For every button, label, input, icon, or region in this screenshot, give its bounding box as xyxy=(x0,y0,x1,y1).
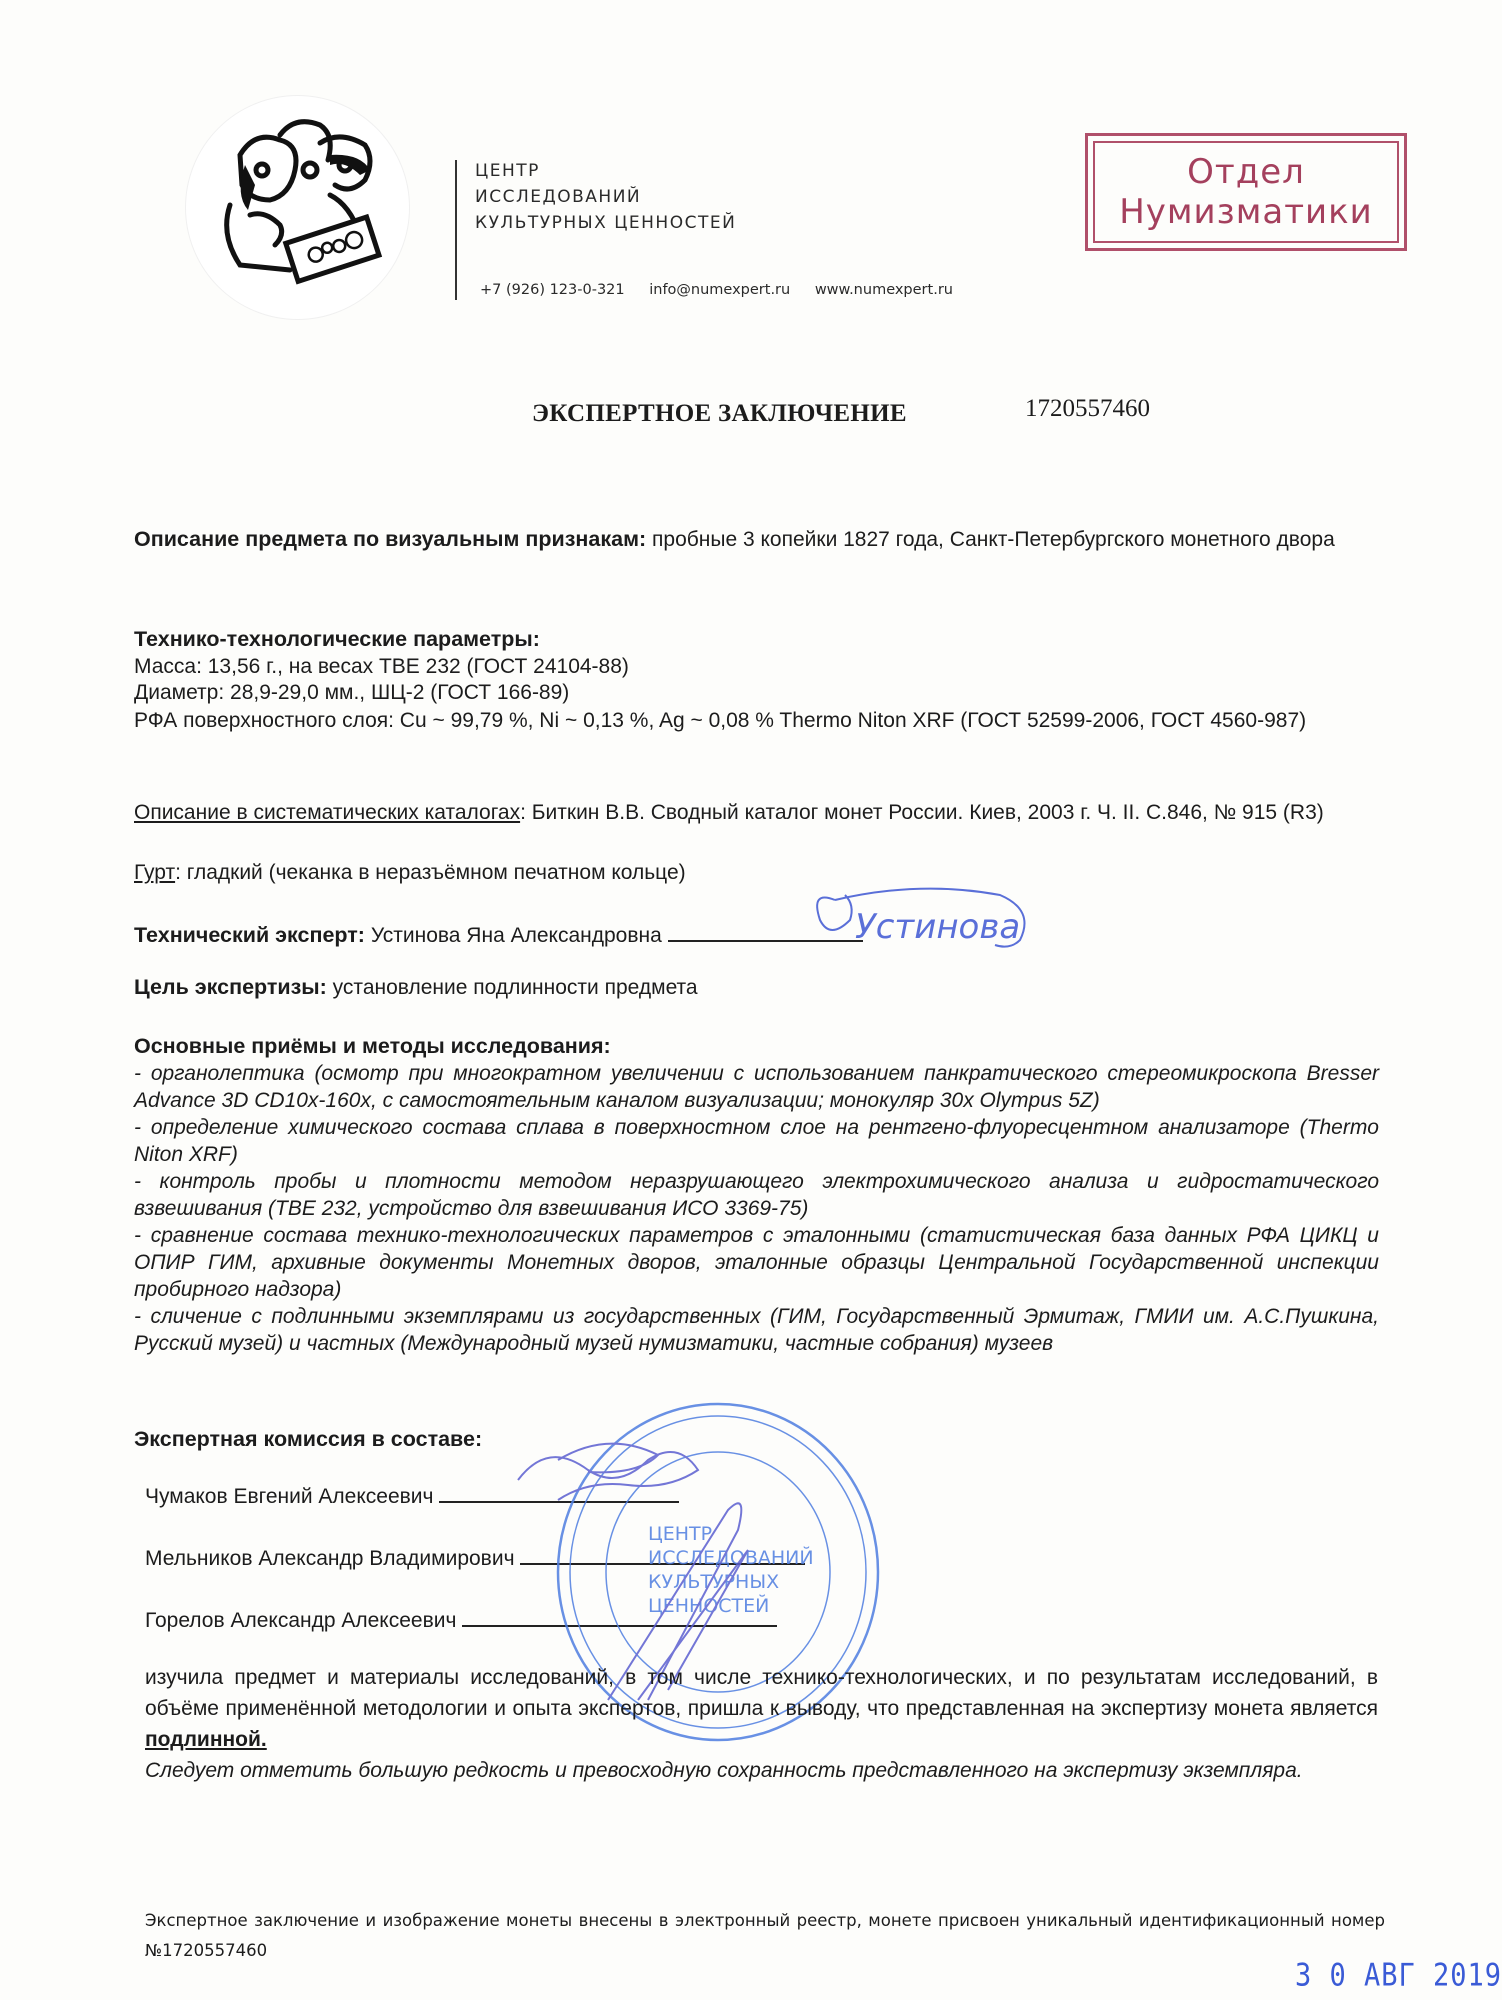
conclusion-note: Следует отметить большую редкость и превосходную сохранность представленного на экспертизу экземпляра. xyxy=(145,1759,1303,1782)
org-name-line: ИССЛЕДОВАНИЙ xyxy=(475,187,642,207)
letterhead xyxy=(0,0,1453,330)
stamp-center-line: ЦЕНТР xyxy=(648,1523,713,1545)
tech-param-line: Масса: 13,56 г., на весах ТВЕ 232 (ГОСТ 24104-88) xyxy=(134,655,629,678)
purpose-label: Цель экспертизы: xyxy=(134,975,327,999)
edge-description xyxy=(134,858,1379,888)
stamp-center-line: ИССЛЕДОВАНИЙ xyxy=(648,1547,814,1569)
stamp-center-line: КУЛЬТУРНЫХ xyxy=(648,1571,780,1593)
member-name: Горелов Александр Алексеевич xyxy=(145,1609,457,1632)
method-item: - определение химического состава сплава в поверхностном слое на рентгено-флуоресцентном анализаторе (Thermo Niton XRF) xyxy=(134,1116,1379,1166)
website-link[interactable]: www.numexpert.ru xyxy=(814,282,953,298)
org-name-line: ЦЕНТР xyxy=(475,161,540,181)
document-number: 1720557460 xyxy=(1025,395,1150,422)
contacts xyxy=(480,282,973,298)
department-stamp-line: Отдел xyxy=(1187,152,1305,192)
registry-note: Экспертное заключение и изображение монеты внесены в электронный реестр, монете присвоен уникальный идентификационный номер №1720557460 xyxy=(145,1911,1385,1960)
purpose-value: установление подлинности предмета xyxy=(332,976,698,999)
conclusion xyxy=(145,1662,1378,1786)
technical-expert-name: Устинова Яна Александровна xyxy=(370,924,662,947)
tech-param-line: Диаметр: 28,9-29,0 мм., ШЦ-2 (ГОСТ 166-89) xyxy=(134,681,570,704)
verdict: подлинной. xyxy=(145,1728,267,1751)
phone[interactable]: +7 (926) 123-0-321 xyxy=(480,282,625,298)
tech-params-heading: Технико-технологические параметры: xyxy=(134,627,540,651)
research-methods xyxy=(134,1032,1379,1357)
commission-heading: Экспертная комиссия в составе: xyxy=(134,1427,483,1451)
date-stamp: 3 0 АВГ 2019 xyxy=(1295,1957,1502,1994)
logo-experts-icon xyxy=(210,115,385,285)
method-item: - контроль пробы и плотности методом неразрушающего электрохимического анализа и гидростатического взвешивания (ТВЕ 232, устройство для взвешивания ИСО 3369-75) xyxy=(134,1170,1379,1220)
technical-expert-label: Технический эксперт: xyxy=(134,923,365,947)
document-title: ЭКСПЕРТНОЕ ЗАКЛЮЧЕНИЕ xyxy=(532,400,907,427)
tech-param-line: РФА поверхностного слоя: Cu ~ 99,79 %, Ni ~ 0,13 %, Ag ~ 0,08 % Thermo Niton XRF (ГОСТ 52599-2006, ГОСТ 4560-987) xyxy=(134,709,1307,732)
email-link[interactable]: info@numexpert.ru xyxy=(649,282,791,298)
catalog-value: : Биткин В.В. Сводный каталог монет России. Киев, 2003 г. Ч. II. С.846, № 915 (R3) xyxy=(520,801,1324,824)
stamp-center-line: ЦЕННОСТЕЙ xyxy=(648,1595,770,1617)
member-name: Мельников Александр Владимирович xyxy=(145,1547,515,1570)
org-name-line: КУЛЬТУРНЫХ ЦЕННОСТЕЙ xyxy=(475,213,737,233)
methods-heading: Основные приёмы и методы исследования: xyxy=(134,1034,611,1058)
organization-name xyxy=(475,158,736,236)
technical-expert xyxy=(134,920,1379,951)
department-stamp-line: Нумизматики xyxy=(1119,192,1373,232)
conclusion-text: изучила предмет и материалы исследований, в том числе технико-технологических, и по результатам исследований, в объёме применённой методологии и опыта экспертов, пришла к выводу, что представленная на экспертизу монета является xyxy=(145,1666,1378,1720)
catalog-description xyxy=(134,798,1379,828)
edge-label: Гурт xyxy=(134,861,176,884)
edge-value: : гладкий (чеканка в неразъёмном печатном кольце) xyxy=(175,861,686,884)
item-description xyxy=(134,524,1379,555)
signature-text: Устинова xyxy=(855,907,1021,947)
header-divider xyxy=(455,160,457,300)
department-stamp xyxy=(1085,133,1407,251)
catalog-label: Описание в систематических каталогах xyxy=(134,801,521,824)
expertise-purpose xyxy=(134,972,1379,1003)
method-item: - сличение с подлинными экземплярами из государственных (ГИМ, Государственный Эрмитаж, ГМИИ им. А.С.Пушкина, Русский музей) и частных (Международный музей нумизматики, частные собрания) музеев xyxy=(134,1305,1379,1355)
method-item: - органолептика (осмотр при многократном увеличении с использованием панкратического стереомикроскопа Bresser Advance 3D CD10x-160x, с самостоятельным каналом визуализации; монокуляр 30x Olympus 5Z) xyxy=(134,1062,1379,1112)
method-item: - сравнение состава технико-технологических параметров с эталонными (статистическая база данных РФА ЦИКЦ и ОПИР ГИМ, архивные документы Монетных дворов, эталонные образцы Центральной Государственной инспекции пробирного надзора) xyxy=(134,1224,1379,1301)
description-value: пробные 3 копейки 1827 года, Санкт-Петербургского монетного двора xyxy=(652,528,1335,551)
description-label: Описание предмета по визуальным признакам: xyxy=(134,527,647,551)
technical-expert-signature-line xyxy=(668,922,863,942)
member-name: Чумаков Евгений Алексеевич xyxy=(145,1485,434,1508)
technical-parameters xyxy=(134,624,1379,736)
